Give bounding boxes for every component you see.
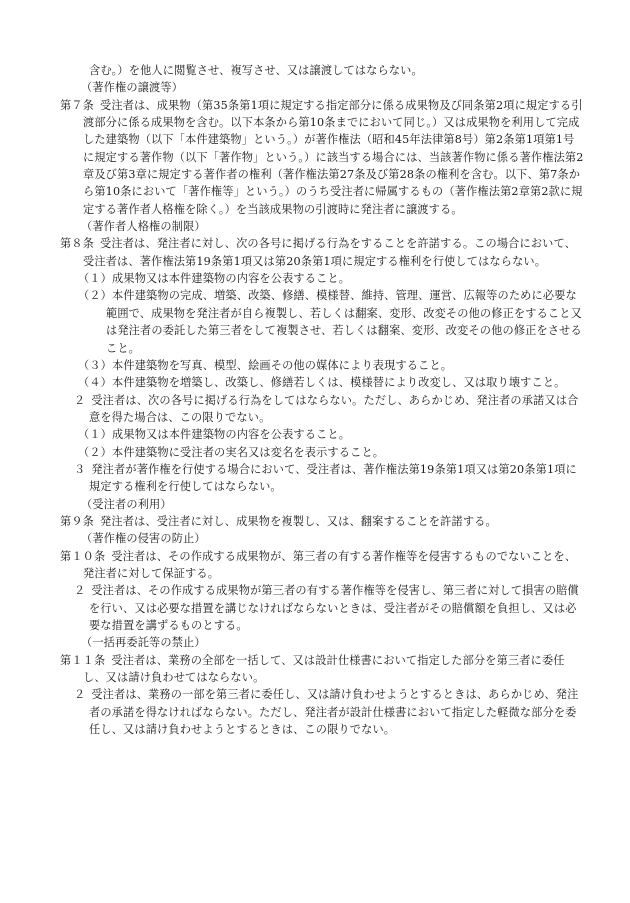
heading-article-11: （一括再委託等の禁止） bbox=[81, 636, 206, 650]
heading-article-8: （著作者人格権の制限） bbox=[81, 220, 206, 234]
paragraph-label: ２ bbox=[74, 584, 86, 598]
item-text: 本件建築物を増築し、改築し、修繕若しくは、模様替により改変し、又は取り壊すこと。 bbox=[112, 376, 566, 390]
article-7-label: 第７条 bbox=[60, 98, 95, 112]
heading-article-10: （著作権の侵害の防止） bbox=[81, 532, 206, 546]
article-11 bbox=[60, 652, 584, 687]
article-8-item-1 bbox=[60, 270, 584, 287]
article-10-text: 受注者は、その作成する成果物が、第三者の有する著作権等を侵害するものでないことを、発注者に対して保証する。 bbox=[83, 549, 577, 580]
article-7 bbox=[60, 97, 584, 218]
paragraph-text: 発注者が著作権を行使する場合において、受注者は、著作権法第19条第1項又は第20条第1項に規定する権利を行使してはならない。 bbox=[89, 462, 577, 494]
article-8-paragraph-2-item-2 bbox=[60, 444, 584, 461]
article-10-label: 第１０条 bbox=[60, 549, 106, 563]
item-text: 本件建築物に受注者の実名又は変名を表示すること。 bbox=[112, 445, 385, 459]
article-8-label: 第８条 bbox=[60, 237, 95, 251]
article-8-text: 受注者は、発注者に対し、次の各号に掲げる行為をすることを許諾する。この場合において、受注者は、著作権法第19条第1項又は第20条第1項に規定する権利を行使してはならない。 bbox=[83, 237, 576, 268]
article-8-paragraph-2-item-1 bbox=[60, 426, 584, 443]
paragraph-text: 受注者は、業務の一部を第三者に委任し、又は請け負わせようとするときは、あらかじめ、発注者の承諾を得なければならない。ただし、発注者が設計仕様書において指定した軽微な部分を委任し、又は請け負わせようとするときは、この限りでない。 bbox=[89, 688, 579, 737]
article-11-label: 第１１条 bbox=[60, 653, 106, 667]
paragraph-text: 受注者は、次の各号に掲げる行為をしてはならない。ただし、あらかじめ、発注者の承諾又は合意を得た場合は、この限りでない。 bbox=[89, 393, 579, 424]
paragraph-label: ２ bbox=[74, 688, 86, 702]
item-text: 成果物又は本件建築物の内容を公表すること。 bbox=[112, 428, 351, 442]
article-9-text: 発注者は、受注者に対し、成果物を複製し、又は、翻案することを許諾する。 bbox=[100, 514, 497, 528]
article-10-paragraph-2 bbox=[60, 582, 584, 634]
item-label: （１） bbox=[78, 272, 113, 286]
article-11-text: 受注者は、業務の全部を一括して、又は設計仕様書において指定した部分を第三者に委任し、又は請け負わせてはならない。 bbox=[83, 653, 565, 685]
item-label: （１） bbox=[78, 428, 113, 442]
article-8-item-2 bbox=[60, 287, 584, 356]
continued-paragraph: 含む。）を他人に閲覧させ、複写させ、又は譲渡してはならない。 bbox=[89, 64, 423, 77]
article-8 bbox=[60, 235, 584, 270]
heading-article-7: （著作権の譲渡等） bbox=[81, 81, 184, 95]
article-8-paragraph-3 bbox=[60, 461, 584, 496]
item-label: （４） bbox=[78, 376, 113, 390]
paragraph-label: ２ bbox=[74, 393, 86, 407]
heading-article-9: （受注者の利用） bbox=[81, 497, 172, 511]
article-11-paragraph-2 bbox=[60, 686, 584, 738]
paragraph-label: ３ bbox=[74, 462, 86, 476]
item-text: 成果物又は本件建築物の内容を公表すること。 bbox=[112, 272, 351, 286]
article-8-item-4 bbox=[60, 374, 584, 391]
item-text: 本件建築物を写真、模型、絵画その他の媒体により表現すること。 bbox=[112, 358, 453, 372]
article-9 bbox=[60, 513, 584, 530]
article-9-label: 第９条 bbox=[60, 514, 95, 528]
article-7-text: 受注者は、成果物（第35条第1項に規定する指定部分に係る成果物及び同条第2項に規定する引渡部分に係る成果物を含む。以下本条から第10条までにおいて同じ。）又は成果物を利用して完成した建築物（以下「本件建築物」という。）が著作権法（昭和45年法律第8号）第2条第1項第1号に規定する著作物（以下「著作物」という。）に該当する場合には、当該著作物に係る著作権法第2章及び第3章に規定する著作者の権利（著作権法第27条及び第28条の権利を含む。以下、第7条から第10条において「著作権等」という。）のうち受注者に帰属するもの（著作権法第2章第2款に規定する著作者人格権を除く。）を当該成果物の引渡時に発注者に譲渡する。 bbox=[83, 98, 584, 216]
article-8-paragraph-2 bbox=[60, 392, 584, 427]
item-label: （３） bbox=[78, 358, 113, 372]
item-text: 本件建築物の完成、増築、改築、修繕、模様替、維持、管理、運営、広報等のために必要な範囲で、成果物を発注者が自ら複製し、若しくは翻案、変形、改変その他の修正をすること又は発注者の委託した第三者をして複製させ、若しくは翻案、変形、改変その他の修正をさせること。 bbox=[106, 289, 582, 355]
item-label: （２） bbox=[78, 445, 113, 459]
article-8-item-3 bbox=[60, 357, 584, 374]
article-10 bbox=[60, 548, 584, 583]
paragraph-text: 受注者は、その作成する成果物が第三者の有する著作権等を侵害し、第三者に対して損害の賠償を行い、又は必要な措置を講じなければならないときは、受注者がその賠償額を負担し、又は必要な措置を講ずるものとする。 bbox=[89, 584, 579, 632]
item-label: （２） bbox=[78, 289, 113, 303]
